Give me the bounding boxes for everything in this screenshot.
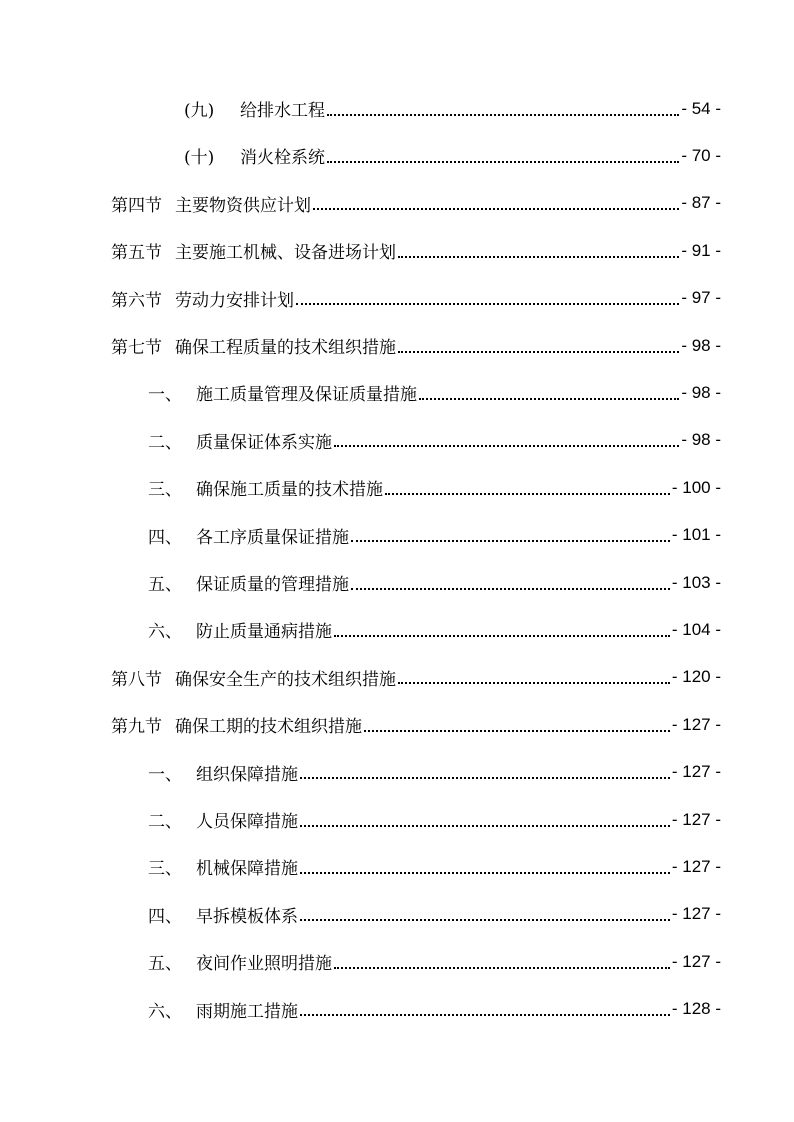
toc-entry-page-number: - 127 - — [671, 951, 721, 971]
toc-entry-number: 二、 — [148, 812, 182, 832]
toc-entry-number: (九) — [184, 101, 215, 121]
toc-entry-page-number: - 103 - — [671, 572, 721, 592]
toc-entry-title: 确保工期的技术组织措施 — [175, 717, 362, 738]
toc-entry[interactable] — [0, 654, 794, 701]
toc-entry-number: 第五节 — [111, 243, 162, 264]
toc-entry-number: 四、 — [148, 527, 182, 548]
toc-entry[interactable] — [0, 891, 794, 938]
toc-entry-page-number: - 97 - — [681, 288, 721, 308]
toc-entry[interactable] — [0, 132, 794, 179]
toc-entry-title: 给排水工程 — [240, 101, 325, 121]
toc-entry-page-number: - 91 - — [681, 240, 721, 260]
toc-entry-title: 夜间作业照明措施 — [196, 954, 332, 975]
toc-entry-number: 一、 — [148, 385, 182, 406]
dot-leader — [334, 445, 679, 447]
dot-leader — [327, 161, 679, 163]
toc-entry-title: 确保工程质量的技术组织措施 — [175, 338, 396, 358]
toc-entry-page-number: - 127 - — [671, 762, 721, 782]
dot-leader — [351, 540, 670, 542]
toc-entry-page-number: - 127 - — [671, 856, 721, 876]
dot-leader — [385, 493, 670, 495]
toc-entry[interactable] — [0, 796, 794, 843]
toc-entry[interactable] — [0, 843, 794, 890]
toc-entry-number: 第九节 — [111, 717, 162, 738]
dot-leader — [398, 682, 670, 684]
toc-entry-page-number: - 128 - — [671, 999, 721, 1019]
toc-entry-title: 施工质量管理及保证质量措施 — [196, 385, 417, 406]
toc-entry-page-number: - 70 - — [681, 145, 721, 165]
toc-entry-number: 六、 — [148, 1001, 182, 1022]
dot-leader — [300, 919, 670, 921]
dot-leader — [300, 825, 670, 827]
toc-entry-page-number: - 127 - — [671, 714, 721, 734]
toc-entry-number: 第八节 — [111, 669, 162, 690]
toc-entry-page-number: - 98 - — [681, 382, 721, 402]
toc-entry-number: 第六节 — [111, 290, 162, 311]
toc-entry-title: 机械保障措施 — [196, 859, 298, 880]
dot-leader — [351, 588, 670, 590]
toc-entry-number: 三、 — [148, 859, 182, 880]
toc-entry-title: 劳动力安排计划 — [175, 290, 294, 311]
toc-entry[interactable] — [0, 227, 794, 274]
dot-leader — [296, 303, 679, 305]
toc-entry[interactable] — [0, 85, 794, 132]
toc-entry[interactable] — [0, 938, 794, 985]
dot-leader — [419, 398, 679, 400]
toc-entry-title: 主要施工机械、设备进场计划 — [175, 243, 396, 264]
dot-leader — [364, 730, 670, 732]
dot-leader — [398, 256, 679, 258]
toc-entry[interactable] — [0, 749, 794, 796]
toc-entry-title: 人员保障措施 — [196, 812, 298, 832]
toc-entry[interactable] — [0, 180, 794, 227]
dot-leader — [327, 114, 679, 116]
toc-entry[interactable] — [0, 701, 794, 748]
toc-entry-title: 确保安全生产的技术组织措施 — [175, 669, 396, 690]
toc-entry-number: 第七节 — [111, 338, 162, 358]
toc-entry-number: 六、 — [148, 622, 182, 643]
dot-leader — [398, 351, 679, 353]
dot-leader — [334, 635, 670, 637]
toc-entry[interactable] — [0, 512, 794, 559]
toc-entry[interactable] — [0, 559, 794, 606]
toc-entry-title: 早拆模板体系 — [196, 906, 298, 927]
toc-entry[interactable] — [0, 275, 794, 322]
toc-entry-page-number: - 127 - — [671, 809, 721, 829]
dot-leader — [300, 1014, 670, 1016]
toc-entry-number: 四、 — [148, 906, 182, 927]
toc-entry[interactable] — [0, 322, 794, 369]
toc-entry-page-number: - 98 - — [681, 335, 721, 355]
toc-entry-page-number: - 98 - — [681, 430, 721, 450]
dot-leader — [300, 872, 670, 874]
toc-entry-number: 一、 — [148, 764, 182, 785]
toc-entry-number: 五、 — [148, 954, 182, 975]
toc-entry-title: 各工序质量保证措施 — [196, 527, 349, 548]
toc-entry-page-number: - 101 - — [671, 525, 721, 545]
toc-entry[interactable] — [0, 464, 794, 511]
toc-entry-page-number: - 54 - — [681, 98, 721, 118]
toc-entry-page-number: - 104 - — [671, 619, 721, 639]
toc-entry[interactable] — [0, 417, 794, 464]
toc-entry-title: 确保施工质量的技术措施 — [196, 480, 383, 501]
toc-entry-title: 质量保证体系实施 — [196, 432, 332, 453]
toc-entry-title: 保证质量的管理措施 — [196, 575, 349, 595]
toc-entry-number: 第四节 — [111, 195, 162, 216]
toc-entry-page-number: - 87 - — [681, 193, 721, 213]
dot-leader — [300, 777, 670, 779]
toc-entry[interactable] — [0, 369, 794, 416]
toc-entry-title: 防止质量通病措施 — [196, 622, 332, 643]
toc-entry-number: 二、 — [148, 432, 182, 453]
toc-entry[interactable] — [0, 606, 794, 653]
toc-entry[interactable] — [0, 986, 794, 1033]
dot-leader — [313, 208, 679, 210]
toc-entry-number: 三、 — [148, 480, 182, 501]
toc-entry-title: 消火栓系统 — [240, 148, 325, 169]
toc-entry-number: 五、 — [148, 575, 182, 595]
toc-entry-number: (十) — [184, 148, 215, 169]
dot-leader — [334, 967, 670, 969]
toc-entry-page-number: - 127 - — [671, 904, 721, 924]
toc-entry-title: 组织保障措施 — [196, 764, 298, 785]
toc-entry-page-number: - 100 - — [671, 477, 721, 497]
toc-entry-title: 主要物资供应计划 — [175, 195, 311, 216]
toc-entry-page-number: - 120 - — [671, 667, 721, 687]
toc-entry-title: 雨期施工措施 — [196, 1001, 298, 1022]
